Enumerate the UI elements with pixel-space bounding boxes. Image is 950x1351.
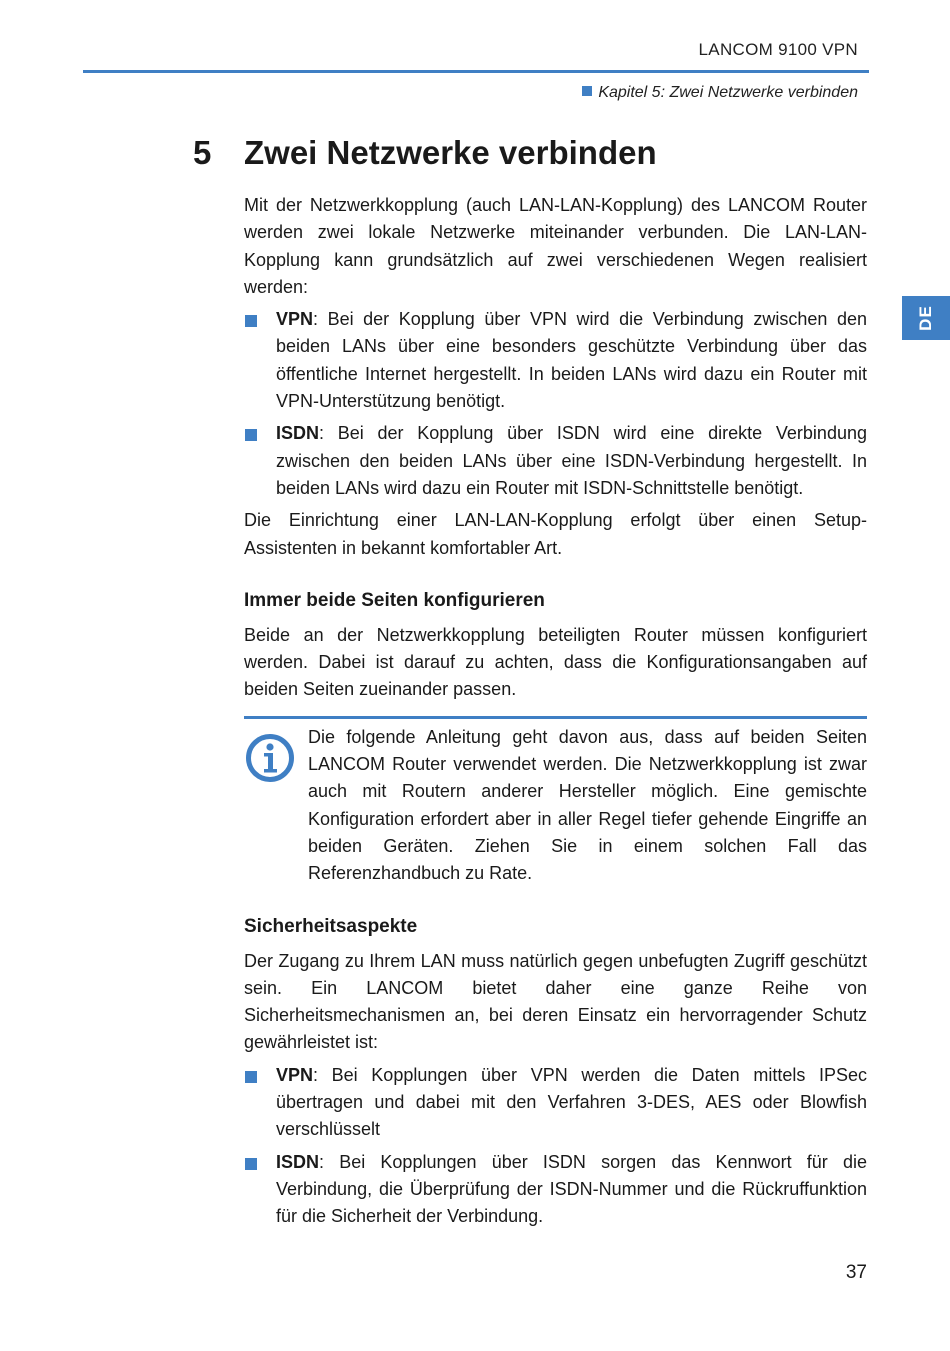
bullet-square-icon xyxy=(582,86,592,96)
list-item-term: ISDN xyxy=(276,1151,320,1172)
list-item xyxy=(244,1149,867,1231)
list-item xyxy=(244,306,867,415)
page-number: 37 xyxy=(845,1262,867,1283)
bullet-square-icon xyxy=(245,1071,257,1083)
list-item xyxy=(244,420,867,502)
security-paragraph: Der Zugang zu Ihrem LAN muss natürlich gegen unbefugten Zugriff geschützt sein. Ein LANCOM bietet daher eine ganze Reihe von Sicherheitsmechanismen an, bei deren Einsatz ein hervorragender Schutz gewährleistet ist: xyxy=(244,950,867,1053)
list-item-term: ISDN xyxy=(276,423,320,444)
bullet-square-icon xyxy=(245,1158,257,1170)
list-item-text: : Bei der Kopplung über ISDN wird eine direkte Verbindung zwischen den beiden LANs über eine ISDN-Verbindung hergestellt. In beiden LANs wird dazu ein Router mit ISDN-Schnittstelle benötigt. xyxy=(276,423,867,498)
list-item-term: VPN xyxy=(276,309,314,330)
bullet-square-icon xyxy=(245,429,257,441)
info-note xyxy=(244,716,867,888)
chapter-title: Zwei Netzwerke verbinden xyxy=(244,134,657,171)
list-item xyxy=(244,1062,867,1144)
language-tab-label: DE xyxy=(916,305,935,331)
info-note-text: Die folgende Anleitung geht davon aus, dass auf beiden Seiten LANCOM Router verwendet werden. Die Netzwerkkopplung ist zwar auch mit Routern anderer Hersteller möglich. Eine gemischte Konfiguration erfordert aber in aller Regel tiefer gehende Eingriffe an beiden Geräten. Ziehen Sie in einem solchen Fall das Referenzhandbuch zu Rate. xyxy=(308,726,867,884)
section-heading-configure: Immer beide Seiten konfigurieren xyxy=(244,589,545,611)
language-tab xyxy=(902,296,950,340)
setup-paragraph: Die Einrichtung einer LAN-LAN-Kopplung erfolgt über einen Setup-Assistenten in bekannt komfortabler Art. xyxy=(244,510,867,558)
coupling-methods-list xyxy=(244,306,867,502)
list-item-term: VPN xyxy=(276,1064,314,1085)
configure-paragraph: Beide an der Netzwerkkopplung beteiligten Router müssen konfiguriert werden. Dabei ist darauf zu achten, dass die Konfigurationsangaben auf beiden Seiten zueinander passen. xyxy=(244,624,867,700)
header-title: LANCOM 9100 VPN xyxy=(698,40,858,59)
info-icon xyxy=(244,732,296,784)
chapter-reference-label: Kapitel 5: Zwei Netzwerke verbinden xyxy=(598,84,858,101)
list-item-text: : Bei der Kopplung über VPN wird die Verbindung zwischen den beiden LANs über eine besonders geschützte Verbindung über das öffentliche Internet hergestellt. In beiden LANs wird dazu ein Router mit VPN-Unterstützung benötigt. xyxy=(276,309,867,412)
list-item-text: : Bei Kopplungen über VPN werden die Daten mittels IPSec übertragen und dabei mit den Verfahren 3-DES, AES oder Blowfish verschlüsselt xyxy=(276,1064,867,1140)
security-list xyxy=(244,1062,867,1231)
header-rule xyxy=(83,70,869,73)
intro-paragraph: Mit der Netzwerkkopplung (auch LAN-LAN-Kopplung) des LANCOM Router werden zwei lokale Netzwerke miteinander verbunden. Die LAN-LAN-Kopplung kann grundsätzlich auf zwei verschiedenen Wegen realisiert werden: xyxy=(244,195,867,297)
chapter-reference xyxy=(582,84,858,102)
section-heading-security: Sicherheitsaspekte xyxy=(244,915,418,937)
chapter-number: 5 xyxy=(193,134,212,171)
bullet-square-icon xyxy=(245,315,257,327)
main-content xyxy=(244,192,867,1236)
list-item-text: : Bei Kopplungen über ISDN sorgen das Kennwort für die Verbindung, die Überprüfung der ISDN-Nummer und die Rückruffunktion für die Sicherheit der Verbindung. xyxy=(276,1151,867,1227)
